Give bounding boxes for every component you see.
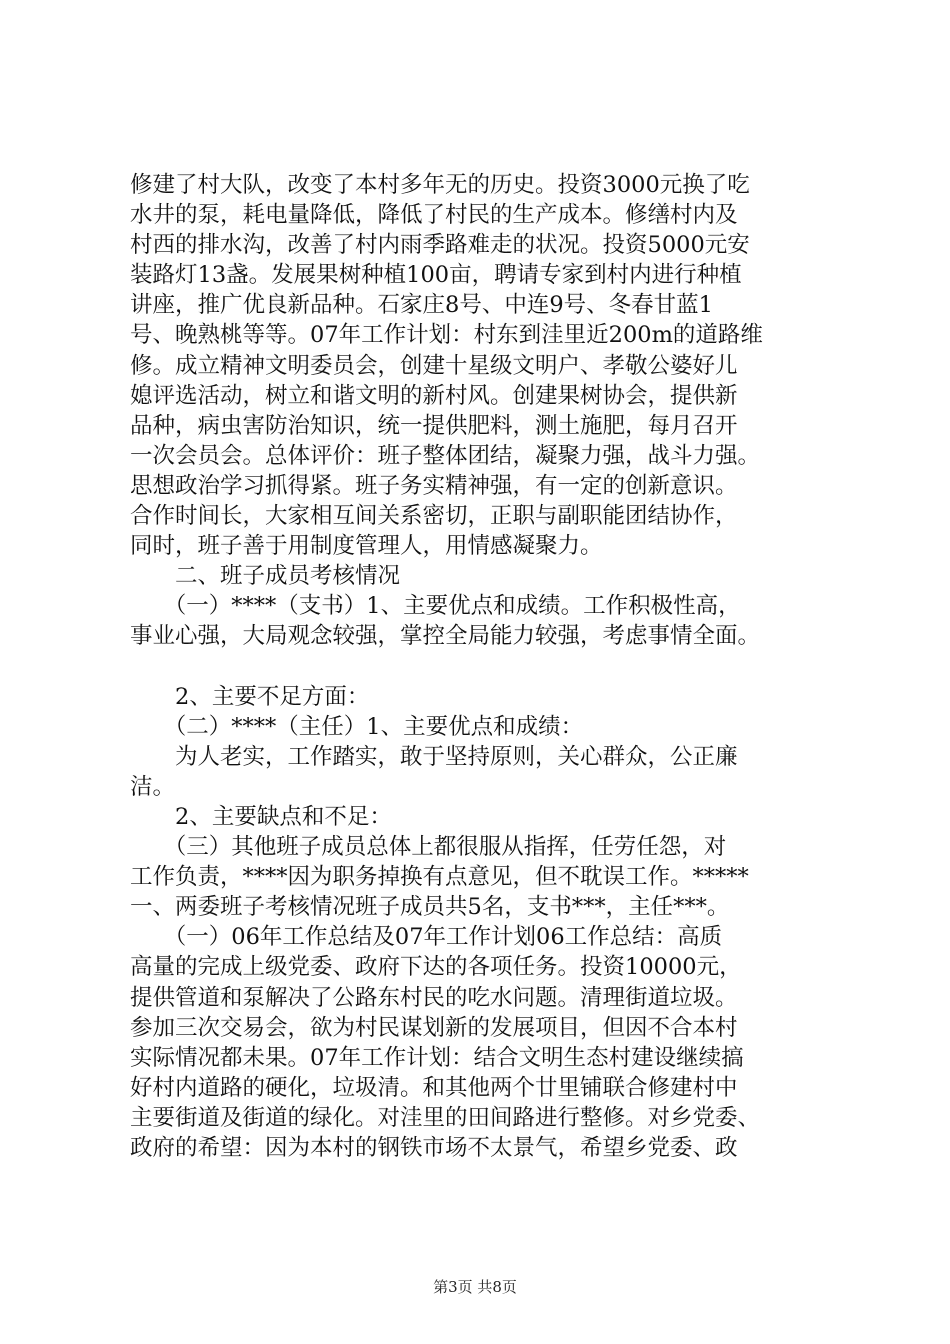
page-footer: 第3页 共8页 bbox=[433, 1278, 517, 1296]
text-line: 修建了村大队，改变了本村多年无的历史。投资3000元换了吃 bbox=[130, 172, 750, 198]
text-line: 村西的排水沟，改善了村内雨季路难走的状况。投资5000元安 bbox=[130, 232, 750, 259]
text-line: 思想政治学习抓得紧。班子务实精神强，有一定的创新意识。 bbox=[130, 472, 738, 499]
text-line bbox=[130, 652, 830, 682]
text-line: 高量的完成上级党委、政府下达的各项任务。投资10000元， bbox=[130, 954, 742, 981]
text-line: 品种，病虫害防治知识，统一提供肥料，测土施肥，每月召开 bbox=[130, 412, 738, 439]
text-line: 同时，班子善于用制度管理人，用情感凝聚力。 bbox=[130, 533, 603, 560]
text-line: 参加三次交易会，欲为村民谋划新的发展项目，但因不合本村 bbox=[130, 1014, 738, 1041]
text-line: 讲座，推广优良新品种。石家庄8号、中连9号、冬春甘蓝1 bbox=[130, 292, 713, 319]
text-line: 媳评选活动，树立和谐文明的新村风。创建果树协会，提供新 bbox=[130, 382, 738, 409]
text-line: 一次会员会。总体评价：班子整体团结，凝聚力强，战斗力强。 bbox=[130, 442, 761, 469]
text-line: 2、主要缺点和不足： bbox=[130, 803, 392, 830]
text-line: （一）****（支书）1、主要优点和成绩。工作积极性高， bbox=[130, 593, 741, 620]
text-line: 2、主要不足方面： bbox=[130, 683, 370, 710]
text-line: （一）06年工作总结及07年工作计划06工作总结：高质 bbox=[130, 924, 723, 951]
text-line: 事业心强，大局观念较强，掌控全局能力较强，考虑事情全面。 bbox=[130, 623, 761, 650]
text-line: 为人老实，工作踏实，敢于坚持原则，关心群众，公正廉 bbox=[130, 743, 738, 770]
text-line: 一、两委班子考核情况班子成员共5名，支书***，主任***。 bbox=[130, 894, 730, 921]
text-line: 好村内道路的硬化，垃圾清。和其他两个廿里铺联合修建村中 bbox=[130, 1074, 738, 1101]
body-text bbox=[130, 170, 830, 1163]
text-line: 政府的希望：因为本村的钢铁市场不太景气，希望乡党委、政 bbox=[130, 1135, 738, 1161]
text-line: （二）****（主任）1、主要优点和成绩： bbox=[130, 713, 584, 740]
text-line: 工作负责，****因为职务掉换有点意见，但不耽误工作。***** bbox=[130, 864, 749, 891]
text-line: 水井的泵，耗电量降低，降低了村民的生产成本。修缮村内及 bbox=[130, 202, 738, 229]
text-line: 洁。 bbox=[130, 773, 176, 800]
text-line: 装路灯13盏。发展果树种植100亩，聘请专家到村内进行种植 bbox=[130, 262, 742, 289]
text-line: 二、班子成员考核情况 bbox=[130, 563, 401, 590]
text-line: 修。成立精神文明委员会，创建十星级文明户、孝敬公婆好儿 bbox=[130, 352, 738, 379]
text-line: 主要街道及街道的绿化。对洼里的田间路进行整修。对乡党委、 bbox=[130, 1104, 761, 1131]
text-line: 号、晚熟桃等等。07年工作计划：村东到洼里近200m的道路维 bbox=[130, 322, 763, 349]
text-line: 实际情况都未果。07年工作计划：结合文明生态村建设继续搞 bbox=[130, 1044, 744, 1071]
text-line: （三）其他班子成员总体上都很服从指挥，任劳任怨，对 bbox=[130, 834, 727, 861]
text-line: 合作时间长，大家相互间关系密切，正职与副职能团结协作， bbox=[130, 503, 738, 530]
text-line: 提供管道和泵解决了公路东村民的吃水问题。清理街道垃圾。 bbox=[130, 984, 738, 1011]
